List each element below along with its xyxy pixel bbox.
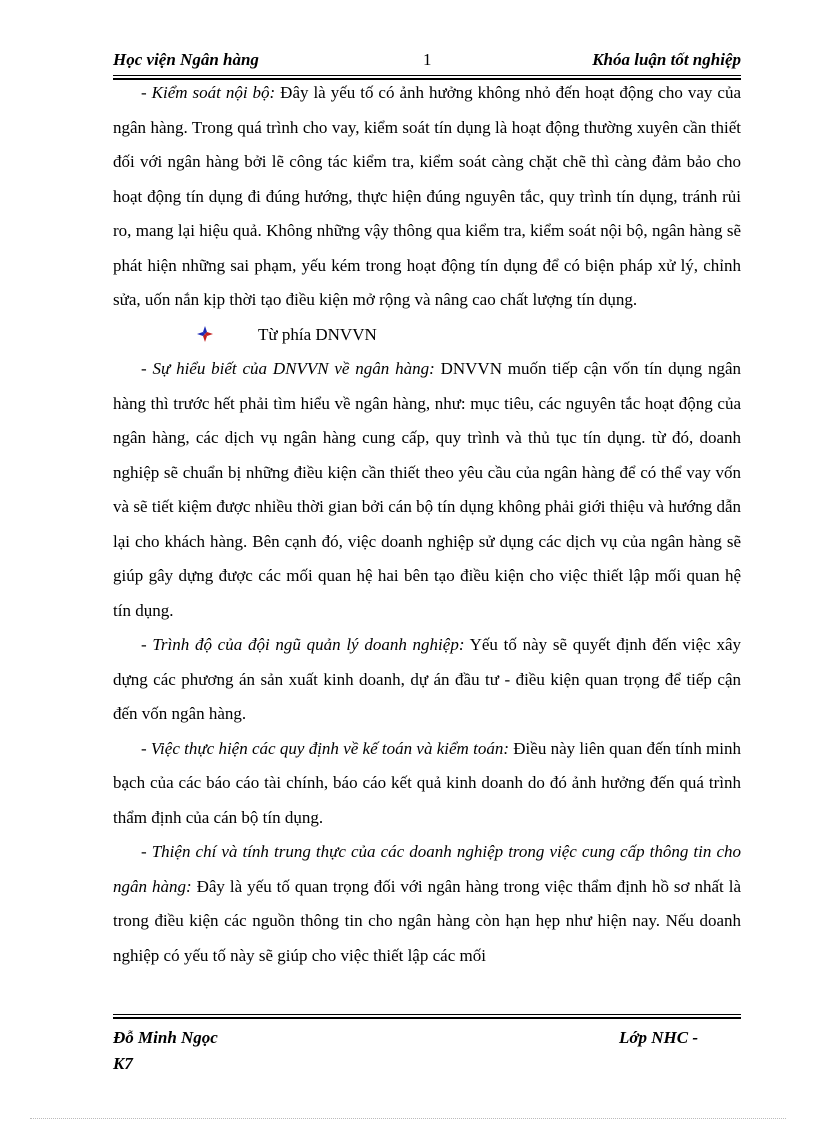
page-bottom-border	[30, 1118, 786, 1119]
paragraph-label: - Thiện chí và tính trung thực của các doanh nghiệp trong việc cung cấp thông tin cho ngân hàng:	[113, 842, 741, 896]
paragraph-text: Điều này liên quan đến tính minh bạch của các báo cáo tài chính, báo cáo kết quả kinh doanh do đó ảnh hưởng đến quá trình thẩm định của cán bộ tín dụng.	[113, 738, 741, 827]
paragraph-text: Đây là yếu tố có ảnh hưởng không nhỏ đến hoạt động cho vay của ngân hàng. Trong quá trình cho vay, kiểm soát tín dụng là hoạt động thường xuyên cần thiết đối với ngân hàng bởi lẽ công tác kiểm tra, kiểm soát càng chặt chẽ thì càng đảm bảo cho hoạt động tín dụng đi đúng hướng, thực hiện đúng nguyên tắc, quy trình tín dụng, tránh rủi ro, mang lại hiệu quả. Không những vậy thông qua kiểm tra, kiểm soát nội bộ, ngân hàng sẽ phát hiện những sai phạm, yếu kém trong hoạt động tín dụng để có biện pháp xử lý, chỉnh sửa, uốn nắn kịp thời tạo điều kiện mở rộng và nâng cao chất lượng tín dụng.	[113, 83, 741, 309]
footer-class-suffix: K7	[113, 1054, 133, 1073]
paragraph-text: DNVVN muốn tiếp cận vốn tín dụng ngân hàng thì trước hết phải tìm hiểu về ngân hàng, như: mục tiêu, các nguyên tắc hoạt động của ngân hàng, các dịch vụ ngân hàng cung cấp, quy trình và thủ tục tín dụng. từ đó, doanh nghiệp sẽ chuẩn bị những điều kiện cần thiết theo yêu cầu của ngân hàng để có thể vay vốn và sẽ tiết kiệm được nhiều thời gian bởi cán bộ tín dụng không phải giới thiệu và hướng dẫn lại cho khách hàng. Bên cạnh đó, việc doanh nghiệp sử dụng các dịch vụ của ngân hàng sẽ giúp gây dựng được các mối quan hệ hai bên tạo điều kiện cho việc thiết lập mối quan hệ tín dụng.	[113, 359, 741, 620]
footer-author: Đỗ Minh Ngọc	[113, 1028, 218, 1047]
paragraph-goodwill-honesty	[113, 835, 741, 973]
page-header	[113, 50, 741, 76]
paragraph-internal-control	[113, 76, 741, 318]
document-body	[113, 76, 741, 973]
paragraph-text: Yếu tố này sẽ quyết định đến việc xây dựng các phương án sản xuất kinh doanh, dự án đầu tư - điều kiện quan trọng để tiếp cận đến vốn ngân hàng.	[113, 635, 741, 723]
footer-class: Lớp NHC -	[619, 1028, 699, 1047]
paragraph-management-level	[113, 628, 741, 732]
header-document-type: Khóa luận tốt nghiệp	[592, 50, 741, 69]
paragraph-label: - Trình độ của đội ngũ quản lý doanh nghiệp:	[141, 635, 465, 654]
paragraph-text: Đây là yếu tố quan trọng đối với ngân hàng trong việc thẩm định hồ sơ nhất là trong điều kiện các nguồn thông tin cho ngân hàng còn hạn hẹp như hiện nay. Nếu doanh nghiệp có yếu tố này sẽ giúp cho việc thiết lập các mối	[113, 876, 741, 965]
footer-rule	[113, 1014, 741, 1019]
header-institution: Học viện Ngân hàng	[113, 50, 259, 69]
paragraph-accounting-audit	[113, 732, 741, 836]
section-heading-label: Từ phía DNVVN	[258, 324, 377, 344]
paragraph-label: - Kiểm soát nội bộ:	[141, 83, 276, 102]
paragraph-label: - Việc thực hiện các quy định về kế toán và kiểm toán:	[141, 738, 509, 758]
page-number: 1	[423, 50, 432, 69]
four-arrows-bullet-icon	[197, 326, 213, 342]
paragraph-label: - Sự hiểu biết của DNVVN về ngân hàng:	[141, 359, 435, 378]
paragraph-sme-bank-knowledge	[113, 352, 741, 628]
section-bullet-heading	[113, 318, 741, 353]
